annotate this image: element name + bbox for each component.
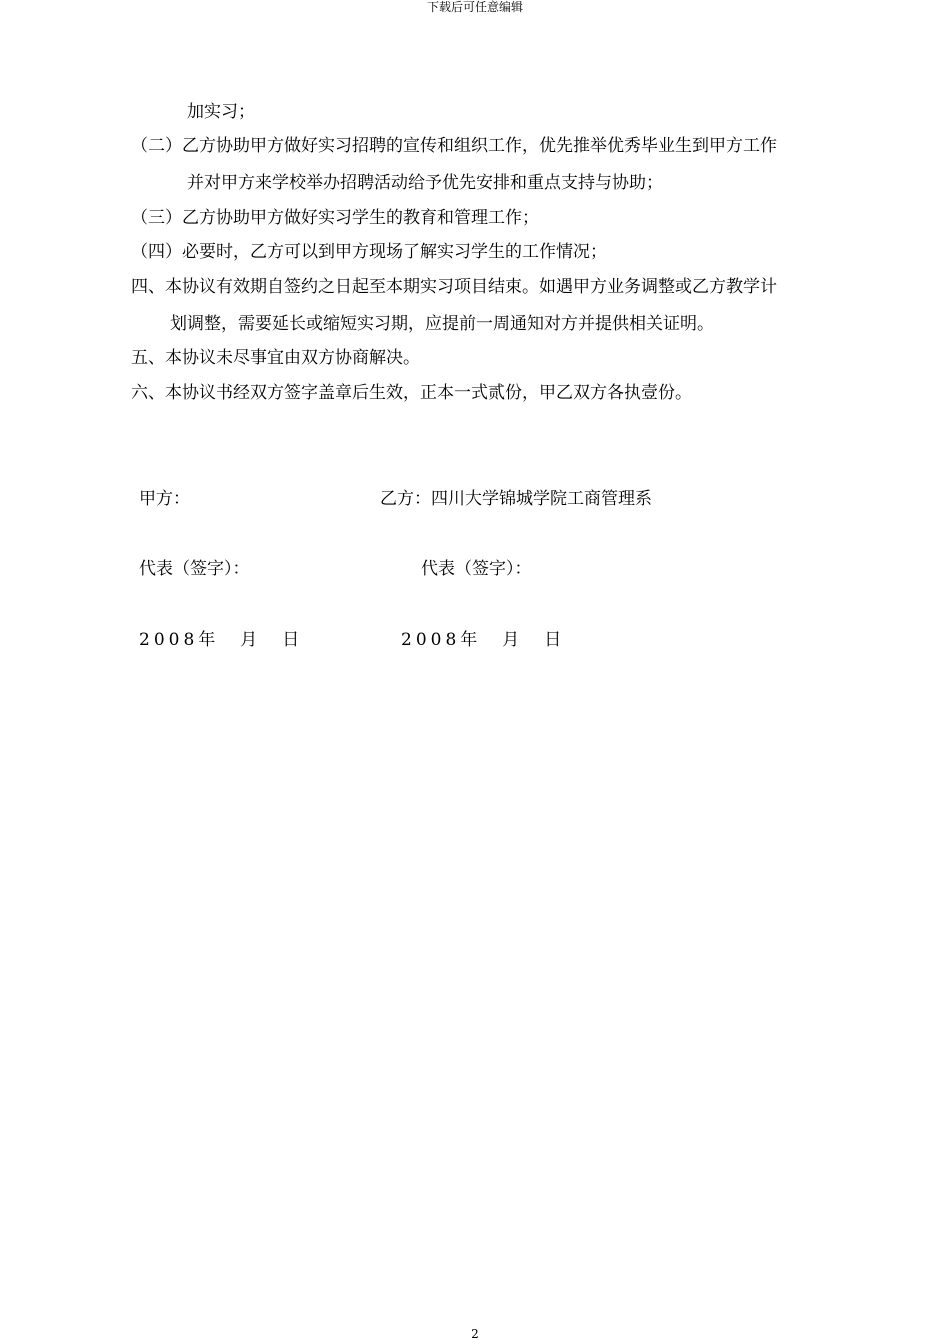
party-b-date: 2008年 月 日 xyxy=(401,630,566,650)
body-line: （三）乙方协助甲方做好实习学生的教育和管理工作； xyxy=(131,208,539,228)
party-b-name: 四川大学锦城学院工商管理系 xyxy=(431,489,652,509)
body-line: 划调整，需要延长或缩短实习期，应提前一周通知对方并提供相关证明。 xyxy=(170,314,714,334)
body-line: （二）乙方协助甲方做好实习招聘的宣传和组织工作，优先推举优秀毕业生到甲方工作 xyxy=(131,136,777,156)
page-number: 2 xyxy=(471,1327,479,1341)
party-a-representative: 代表（签字）： xyxy=(139,559,250,579)
party-a-label xyxy=(139,488,190,510)
body-line: 并对甲方来学校举办招聘活动给予优先安排和重点支持与协助； xyxy=(187,173,663,193)
body-line: 六、本协议书经双方签字盖章后生效，正本一式贰份，甲乙双方各执壹份。 xyxy=(131,383,692,403)
body-line: （四）必要时，乙方可以到甲方现场了解实习学生的工作情况； xyxy=(131,242,607,262)
party-b xyxy=(380,488,652,510)
body-line: 四、本协议有效期自签约之日起至本期实习项目结束。如遇甲方业务调整或乙方教学计 xyxy=(131,277,777,297)
party-a-date: 2008年 月 日 xyxy=(139,630,304,650)
body-line: 五、本协议未尽事宜由双方协商解决。 xyxy=(131,348,420,368)
body-line: 加实习； xyxy=(187,102,255,122)
party-b-representative: 代表（签字）： xyxy=(421,559,532,579)
party-b-label: 乙方： xyxy=(380,489,431,509)
party-a-label-text: 甲方： xyxy=(139,489,190,509)
header-note: 下载后可任意编辑 xyxy=(426,0,523,14)
